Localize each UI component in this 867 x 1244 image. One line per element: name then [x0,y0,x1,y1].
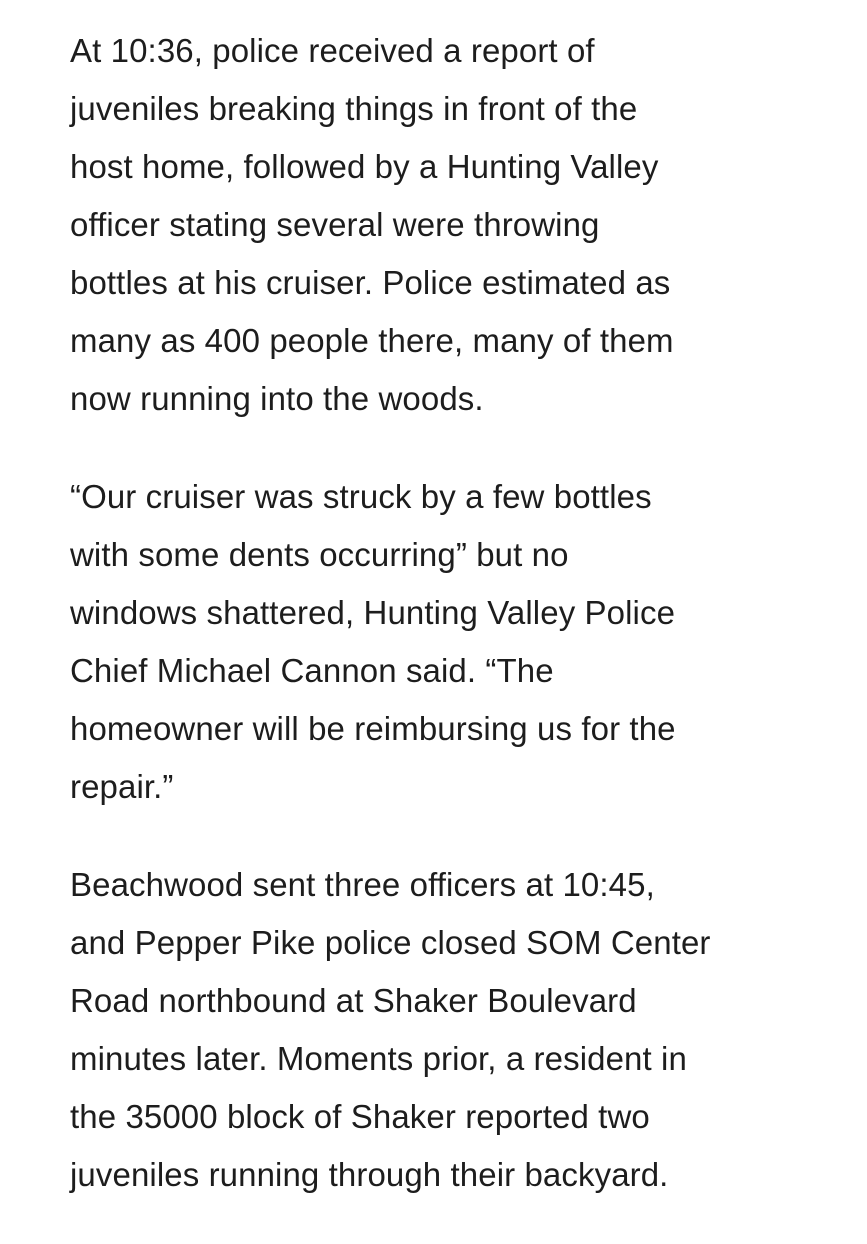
text-line: and Pepper Pike police closed SOM Center [70,924,711,961]
text-line: minutes later. Moments prior, a resident in [70,1040,687,1077]
text-line: many as 400 people there, many of them [70,322,674,359]
text-line: windows shattered, Hunting Valley Police [70,594,676,631]
text-line: host home, followed by a Hunting Valley [70,148,659,185]
text-line: with some dents occurring” but no [70,536,569,573]
paragraph-police-report [70,22,860,428]
text-line: At 10:36, police received a report of [70,32,595,69]
text-line: now running into the woods. [70,380,484,417]
text-line: Road northbound at Shaker Boulevard [70,982,637,1019]
text-line: bottles at his cruiser. Police estimated as [70,264,671,301]
text-line: “Our cruiser was struck by a few bottles [70,478,652,515]
text-line: juveniles running through their backyard. [70,1156,669,1193]
text-line: Beachwood sent three officers at 10:45, [70,866,655,903]
text-line: repair.” [70,768,174,805]
article-body [70,22,860,1244]
text-line: officer stating several were throwing [70,206,600,243]
paragraph-chief-quote [70,468,860,816]
text-line: the 35000 block of Shaker reported two [70,1098,650,1135]
text-line: homeowner will be reimbursing us for the [70,710,676,747]
text-line: juveniles breaking things in front of the [70,90,638,127]
text-line: Chief Michael Cannon said. “The [70,652,554,689]
paragraph-beachwood-response [70,856,860,1204]
